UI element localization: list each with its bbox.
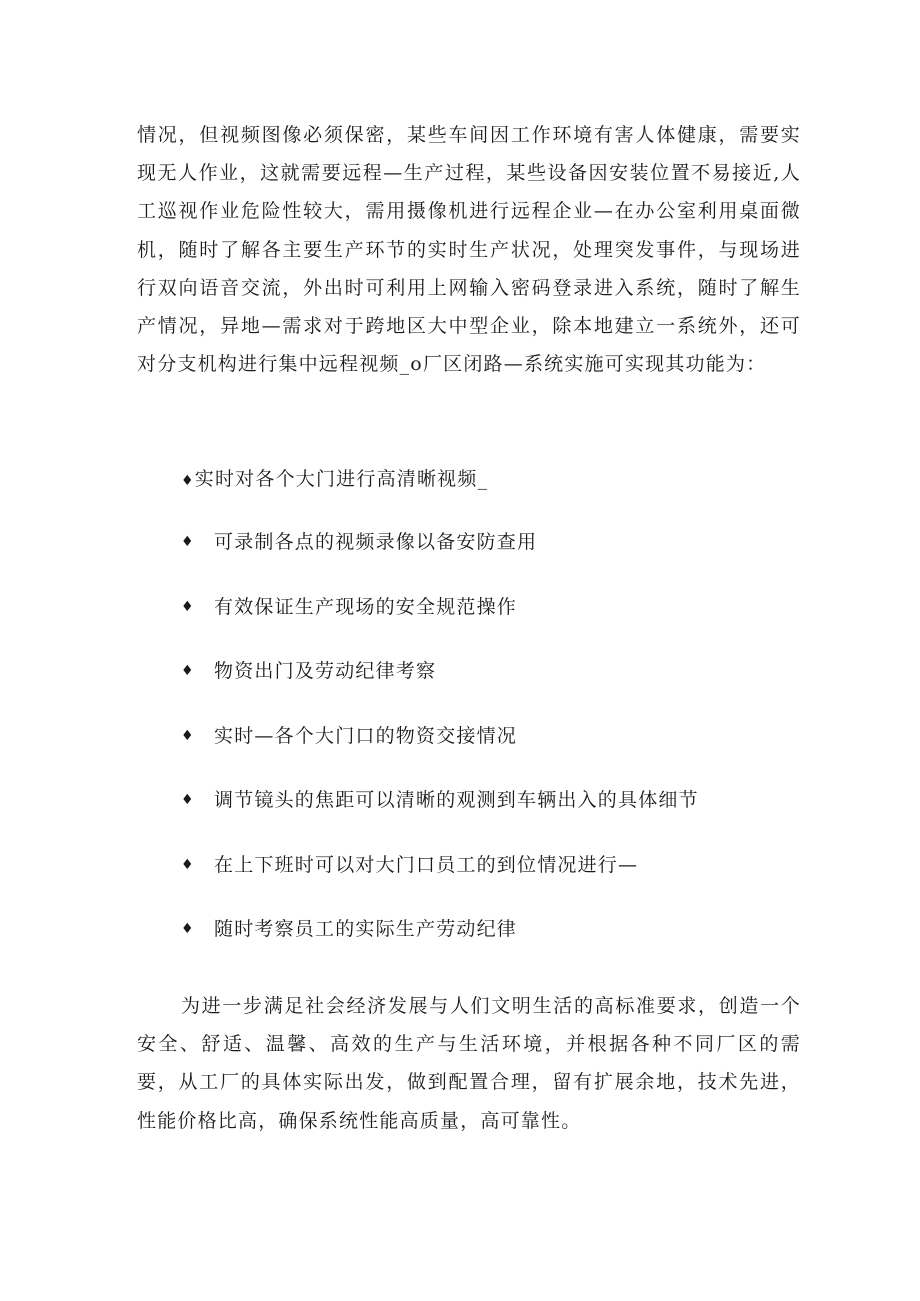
diamond-bullet-icon: ♦	[181, 663, 195, 679]
diamond-bullet-icon: ♦	[181, 792, 195, 808]
diamond-bullet-icon: ♦	[181, 921, 195, 937]
bullet-list	[181, 523, 699, 975]
list-item	[181, 910, 699, 975]
list-item-text: 物资出门及劳动纪律考察	[214, 660, 437, 682]
diamond-bullet-icon: ♦	[181, 534, 195, 550]
diamond-bullet-icon: ♦	[181, 473, 195, 489]
list-item	[181, 781, 699, 846]
first-bullet-text: 实时对各个大门进行高清晰视频_	[194, 468, 489, 490]
list-item	[181, 717, 699, 782]
list-item	[181, 846, 699, 911]
list-item	[181, 523, 699, 588]
diamond-bullet-icon: ♦	[181, 856, 195, 873]
diamond-bullet-icon: ♦	[181, 727, 195, 744]
list-item	[181, 588, 699, 653]
list-item-text: 随时考察员工的实际生产劳动纪律	[214, 918, 518, 940]
closing-paragraph: 为进一步满足社会经济发展与人们文明生活的高标准要求，创造一个安全、舒适、温馨、高效的生产与生活环境，并根据各种不同厂区的需要，从工厂的具体实际出发，做到配置合理，留有扩展余地，技术先进，性能价格比高，确保系统性能高质量，高可靠性。	[137, 995, 801, 1132]
list-item-text: 实时—各个大门口的物资交接情况	[214, 724, 518, 747]
list-item-text: 在上下班时可以对大门口员工的到位情况进行—	[214, 853, 639, 876]
diamond-bullet-icon: ♦	[181, 598, 195, 615]
first-bullet-item	[181, 460, 488, 500]
intro-paragraph: 情况，但视频图像必须保密，某些车间因工作环境有害人体健康，需要实现无人作业，这就需要远程—生产过程，某些设备因安装位置不易接近,人工巡视作业危险性较大，需用摄像机进行远程企业—在办公室利用桌面微机，随时了解各主要生产环节的实时生产状况，处理突发事件，与现场进行双向语音交流，外出时可利用上网输入密码登录进入系统，随时了解生产情况，异地—需求对于跨地区大中型企业，除本地建立一系统外，还可对分支机构进行集中远程视频_o厂区闭路—系统实施可实现其功能为：	[137, 124, 801, 376]
list-item-text: 调节镜头的焦距可以清晰的观测到车辆出入的具体细节	[214, 789, 699, 811]
list-item	[181, 652, 699, 717]
list-item-text: 有效保证生产现场的安全规范操作	[214, 595, 518, 618]
list-item-text: 可录制各点的视频录像以备安防查用	[214, 531, 538, 553]
